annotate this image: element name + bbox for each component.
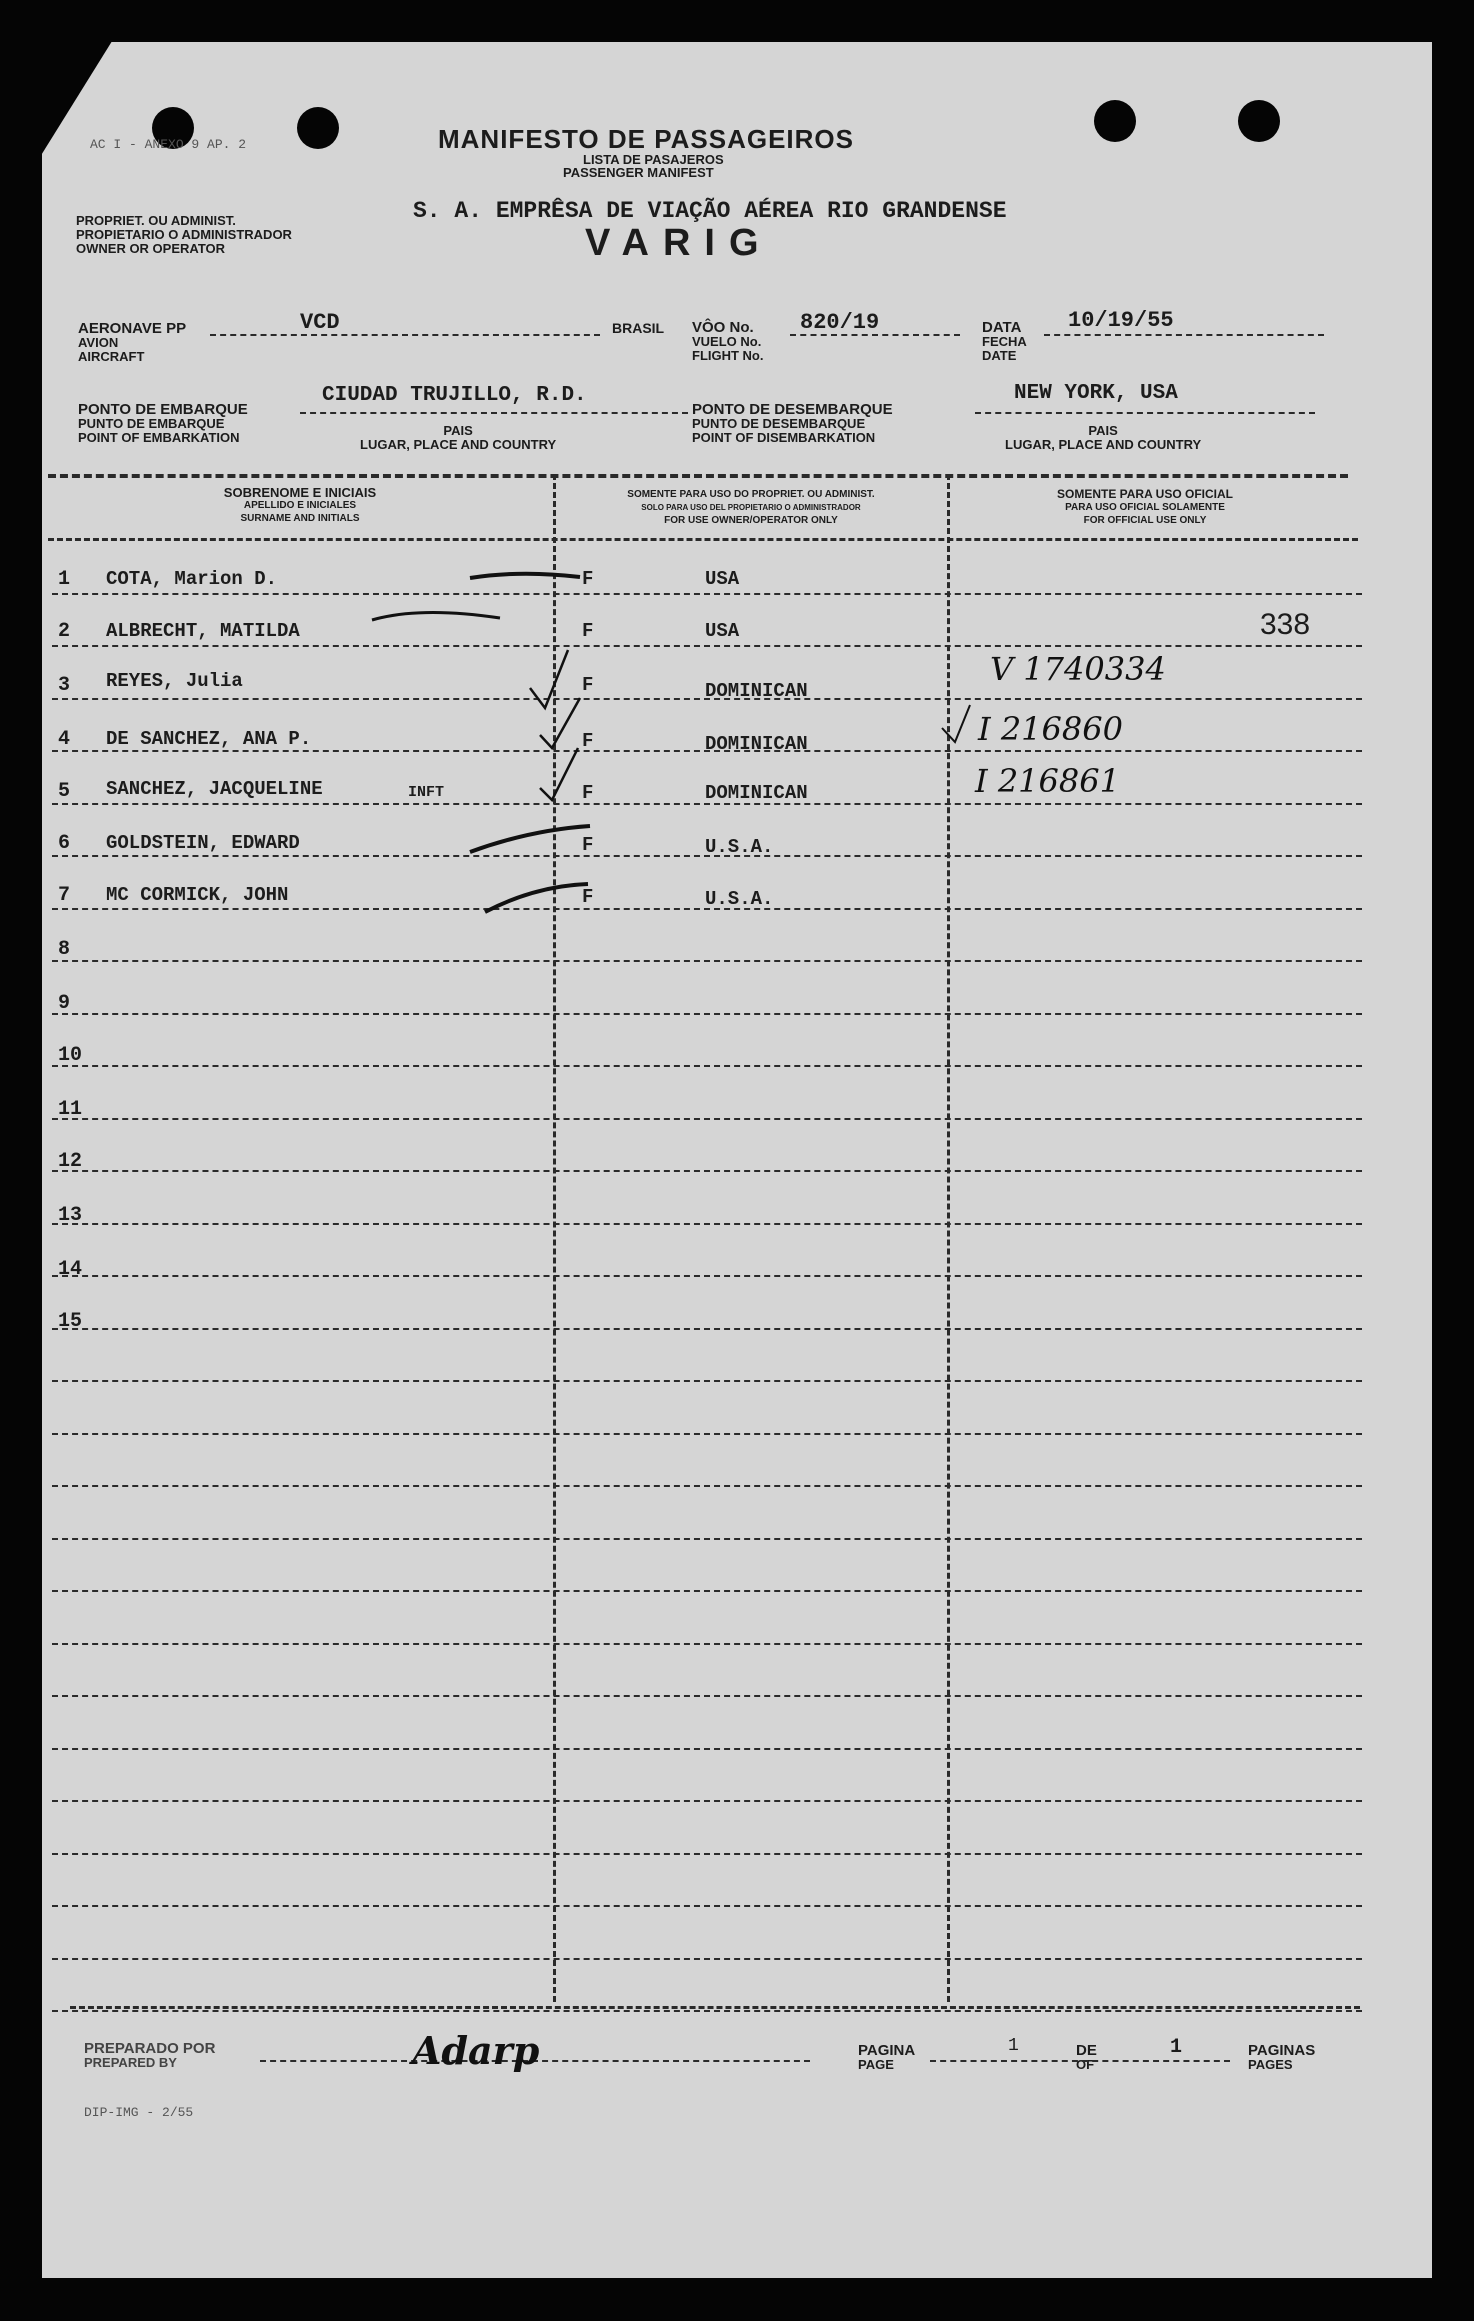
passenger-nationality: USA: [705, 568, 740, 590]
footer-rule: [70, 2006, 1360, 2009]
row-number: 8: [58, 938, 71, 961]
manifest-subtitle-es: LISTA DE PASAJEROS: [583, 152, 724, 167]
row-number: 3: [58, 674, 71, 697]
row-number: 2: [58, 620, 71, 643]
passenger-nationality: DOMINICAN: [705, 733, 808, 755]
total-pages: 1: [1170, 2036, 1183, 2059]
passenger-nationality: U.S.A.: [705, 888, 774, 910]
page-underline: [930, 2060, 1230, 2062]
embark-sub-label: PAIS LUGAR, PLACE AND COUNTRY: [360, 423, 557, 452]
passenger-name: COTA, Marion D.: [106, 568, 278, 590]
row-number: 7: [58, 884, 71, 907]
row-number: 15: [58, 1310, 83, 1333]
row-number: 1: [58, 568, 71, 591]
flight-label: VÔO No. VUELO No. FLIGHT No.: [692, 319, 764, 363]
country-label: BRASIL: [612, 320, 665, 336]
company-name: S. A. EMPRÊSA DE VIAÇÃO AÉREA RIO GRANDENSE: [413, 198, 1007, 224]
page-number: 1: [1008, 2036, 1019, 2056]
row-number: 6: [58, 832, 71, 855]
passenger-nationality: DOMINICAN: [705, 782, 808, 804]
row-number: 9: [58, 992, 71, 1015]
prepared-by-label: PREPARADO POR PREPARED BY: [84, 2040, 216, 2070]
disembark-sub-label: PAIS LUGAR, PLACE AND COUNTRY: [1005, 423, 1202, 452]
passenger-sex: F: [582, 834, 594, 856]
official-visa-number: V 1740334: [990, 650, 1166, 688]
manifest-title: MANIFESTO DE PASSAGEIROS: [438, 124, 854, 154]
of-label: DE OF: [1076, 2042, 1097, 2072]
column-header-official: SOMENTE PARA USO OFICIAL PARA USO OFICIAL SOLAMENTE FOR OFFICIAL USE ONLY: [1056, 487, 1233, 526]
passenger-sex: F: [582, 730, 594, 752]
row-number: 11: [58, 1098, 83, 1121]
official-number: 338: [1260, 608, 1311, 641]
disembark-value: NEW YORK, USA: [1014, 382, 1178, 405]
passenger-name: SANCHEZ, JACQUELINE: [106, 778, 323, 800]
column-header-names: SOBRENOME E INICIAIS APELLIDO E INICIALES SURNAME AND INITIALS: [223, 485, 377, 524]
aircraft-label: AERONAVE PP AVION AIRCRAFT: [78, 320, 187, 364]
official-visa-number: I 216860: [978, 710, 1123, 748]
passenger-name: ALBRECHT, MATILDA: [106, 620, 300, 642]
row-number: 10: [58, 1044, 83, 1067]
passenger-sex: F: [582, 886, 594, 908]
page-label: PAGINA PAGE: [858, 2042, 916, 2072]
official-visa-number: I 216861: [975, 762, 1120, 800]
passenger-name: GOLDSTEIN, EDWARD: [106, 832, 300, 854]
row-number: 4: [58, 728, 71, 751]
passenger-name: REYES, Julia: [106, 670, 243, 692]
aircraft-value: VCD: [300, 310, 340, 335]
pages-label: PAGINAS PAGES: [1248, 2042, 1316, 2072]
passenger-name: DE SANCHEZ, ANA P.: [106, 728, 312, 750]
embark-value: CIUDAD TRUJILLO, R.D.: [322, 384, 587, 407]
date-value: 10/19/55: [1068, 308, 1174, 333]
embark-label: PONTO DE EMBARQUE PUNTO DE EMBARQUE POINT OF EMBARKATION: [78, 401, 248, 445]
infant-note: INFT: [408, 784, 445, 801]
row-number: 12: [58, 1150, 83, 1173]
passenger-sex: F: [582, 674, 594, 696]
passenger-name: MC CORMICK, JOHN: [106, 884, 289, 906]
passenger-nationality: USA: [705, 620, 740, 642]
printer-mark: DIP-IMG - 2/55: [84, 2105, 194, 2120]
passenger-nationality: U.S.A.: [705, 836, 774, 858]
flight-value: 820/19: [800, 310, 880, 335]
preparer-signature: Adarp: [412, 2028, 540, 2073]
disembark-label: PONTO DE DESEMBARQUE PUNTO DE DESEMBARQUE POINT OF DISEMBARKATION: [692, 401, 893, 445]
row-number: 5: [58, 780, 71, 803]
passenger-sex: F: [582, 620, 594, 642]
passenger-sex: F: [582, 782, 594, 804]
passenger-sex: F: [582, 568, 594, 590]
manifest-subtitle-en: PASSENGER MANIFEST: [563, 165, 714, 180]
form-code: AC I - ANEXO 9 AP. 2: [90, 137, 247, 152]
row-number: 13: [58, 1204, 83, 1227]
owner-label: PROPRIET. OU ADMINIST. PROPIETARIO O ADMINISTRADOR OWNER OR OPERATOR: [76, 213, 292, 256]
date-label: DATA FECHA DATE: [982, 319, 1027, 363]
passenger-nationality: DOMINICAN: [705, 680, 808, 702]
brand-name: VARIG: [585, 222, 773, 264]
row-number: 14: [58, 1258, 83, 1281]
column-header-owner-use: SOMENTE PARA USO DO PROPRIET. OU ADMINIST. SOLO PARA USO DEL PROPIETARIO O ADMINISTRADOR FOR USE OWNER/OPERATOR ONLY: [627, 489, 875, 526]
